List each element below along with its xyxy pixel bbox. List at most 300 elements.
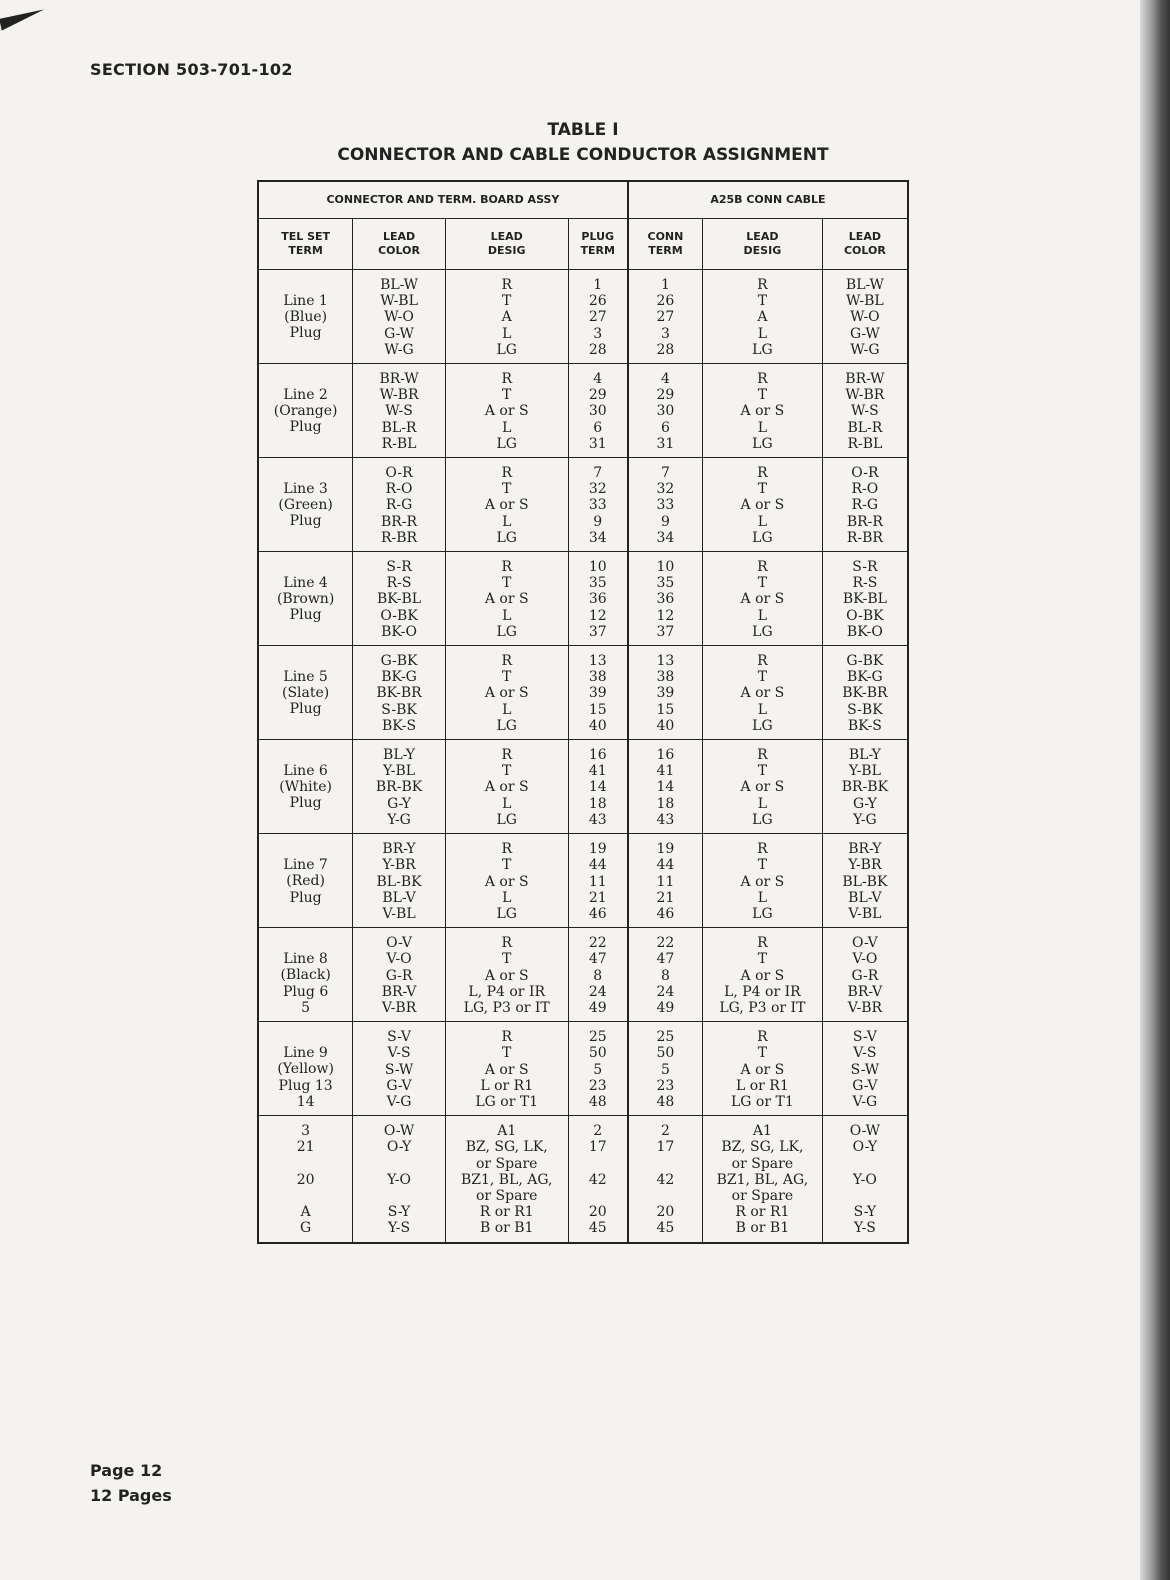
cell-line: BR-V	[381, 983, 417, 1000]
cell-line: BR-W	[845, 371, 885, 388]
cell-line: 17	[656, 1139, 675, 1156]
cell-plug-term	[568, 834, 628, 928]
table-title-block	[257, 118, 909, 168]
cell-line: A1	[497, 1123, 517, 1140]
column-header-cable-lead-desig	[703, 219, 823, 270]
cell-line: A or S	[740, 873, 785, 890]
cell-line: 36	[656, 591, 675, 608]
cell-cable-lead-color	[822, 740, 908, 834]
cell-line: A or S	[740, 779, 785, 796]
cell-line: or Spare	[731, 1155, 794, 1172]
cell-line: LG, P3 or IT	[463, 999, 550, 1016]
cell-line: LG	[752, 435, 773, 452]
cell-tel-set-term	[258, 270, 353, 364]
table-row	[258, 364, 908, 458]
cell-line	[571, 1156, 625, 1172]
cell-line: (Orange)	[273, 403, 338, 420]
cell-line: 42	[656, 1171, 675, 1188]
cell-line: 26	[656, 293, 675, 310]
cell-line: 5	[593, 1061, 603, 1078]
cell-line: BL-Y	[848, 747, 881, 764]
cell-line: 19	[656, 841, 675, 858]
cell-lead-color	[353, 646, 446, 740]
cell-line: S-V	[387, 1029, 412, 1046]
table-row	[258, 928, 908, 1022]
cell-cable-lead-color	[822, 834, 908, 928]
cell-line: G-V	[852, 1077, 878, 1094]
cell-line: L	[757, 607, 768, 624]
cell-line: O-W	[383, 1123, 415, 1140]
cell-line: Line 7	[283, 857, 328, 874]
cell-line	[571, 1188, 625, 1204]
table-row	[258, 1116, 908, 1243]
cell-line: 20	[656, 1204, 675, 1221]
cell-line: 45	[588, 1220, 607, 1237]
cell-line: W-BR	[845, 387, 885, 404]
cell-line: 32	[588, 481, 607, 498]
cell-line: 29	[656, 387, 675, 404]
cell-line: R-G	[851, 497, 879, 514]
cell-line: R	[757, 277, 768, 293]
cell-line: 15	[588, 701, 607, 718]
cell-cable-lead-color	[822, 646, 908, 740]
cell-line: G-W	[849, 325, 880, 342]
cell-line: Plug	[289, 419, 322, 436]
cell-line: 35	[588, 575, 607, 592]
cell-line: A or S	[484, 591, 529, 608]
column-header-line: COLOR	[378, 244, 420, 257]
cell-line: L	[757, 325, 768, 342]
cell-line: 39	[588, 685, 607, 702]
table-row	[258, 646, 908, 740]
cell-plug-term	[568, 458, 628, 552]
cell-line: BR-W	[379, 371, 419, 388]
cell-line: 31	[656, 435, 675, 452]
cell-line: T	[757, 951, 768, 968]
cell-line: 8	[593, 967, 603, 984]
cell-conn-term	[628, 740, 703, 834]
cell-line: 5	[660, 1061, 670, 1078]
cell-line: A or S	[484, 497, 529, 514]
cell-line: T	[502, 1045, 512, 1062]
cell-line: BK-BL	[377, 591, 422, 608]
cell-line: BR-R	[380, 513, 418, 530]
cell-line: R-S	[852, 575, 878, 592]
cell-line: (Yellow)	[277, 1061, 334, 1078]
cell-line	[355, 1156, 443, 1172]
section-header: SECTION 503-701-102	[90, 60, 293, 79]
page-count: 12 Pages	[90, 1486, 172, 1505]
cell-line: Plug	[289, 701, 322, 718]
column-header-line: TERM	[288, 244, 323, 257]
cell-line: S-W	[850, 1061, 880, 1078]
cell-line: 40	[588, 717, 607, 734]
cell-line: 3	[593, 325, 603, 342]
cell-cable-lead-desig	[703, 270, 823, 364]
cell-line: LG	[752, 811, 773, 828]
cell-line: LG	[496, 529, 517, 546]
cell-line: BZ, SG, LK,	[721, 1139, 804, 1156]
cell-line: L or R1	[480, 1077, 534, 1094]
cell-line	[825, 1156, 905, 1172]
cell-line	[631, 1188, 700, 1204]
cell-line: 5	[301, 999, 311, 1016]
cell-plug-term	[568, 1022, 628, 1116]
cell-conn-term	[628, 270, 703, 364]
cell-line: 7	[660, 465, 670, 482]
cell-line: 49	[588, 999, 607, 1016]
cell-line: 8	[660, 967, 670, 984]
cell-line: G-W	[384, 325, 414, 342]
cell-line: A or S	[484, 685, 529, 702]
cell-line: A	[757, 309, 768, 326]
cell-line: LG	[752, 341, 773, 358]
column-header-plug-term	[568, 219, 628, 270]
cell-line: V-O	[386, 951, 412, 968]
cell-line: BR-R	[846, 513, 883, 530]
cell-line: T	[502, 669, 512, 686]
cell-lead-desig	[445, 740, 568, 834]
cell-line: LG	[496, 435, 517, 452]
cell-line: W-S	[385, 403, 413, 420]
cell-line: V-BR	[381, 999, 417, 1016]
cell-line: G-R	[385, 967, 413, 984]
cell-cable-lead-desig	[703, 552, 823, 646]
cell-line: O-BK	[846, 607, 884, 624]
column-header-line: TERM	[648, 244, 683, 257]
column-header-lead-desig	[445, 219, 568, 270]
column-header-line: DESIG	[487, 244, 526, 257]
cell-line: 25	[588, 1029, 607, 1046]
cell-line: 35	[656, 575, 675, 592]
cell-line: 39	[656, 685, 675, 702]
cell-line: R	[501, 465, 512, 482]
cell-plug-term	[568, 646, 628, 740]
cell-line: 32	[656, 481, 675, 498]
cell-line	[825, 1188, 905, 1204]
cell-line: L	[757, 889, 768, 906]
cell-line: BK-S	[847, 717, 882, 734]
cell-line: 48	[588, 1093, 607, 1110]
cell-line: 44	[656, 857, 675, 874]
cell-line: 14	[296, 1093, 315, 1110]
cell-line: 6	[593, 419, 603, 436]
cell-line: O-V	[851, 935, 878, 952]
cell-line: Y-S	[853, 1220, 876, 1237]
cell-line: T	[757, 293, 768, 310]
cell-plug-term	[568, 364, 628, 458]
cell-line: R	[757, 653, 768, 670]
cell-line: BL-BK	[376, 873, 422, 890]
cell-line: R	[757, 841, 768, 858]
cell-line: A1	[752, 1123, 772, 1140]
group-header-connector: CONNECTOR AND TERM. BOARD ASSY	[258, 181, 628, 219]
cell-lead-color	[353, 458, 446, 552]
cell-line: R	[757, 559, 768, 576]
cell-line: 36	[588, 591, 607, 608]
cell-line: Y-BL	[383, 763, 416, 780]
cell-line: A or S	[484, 967, 529, 984]
column-header-conn-term	[628, 219, 703, 270]
cell-line: T	[757, 669, 768, 686]
cell-line: Y-O	[852, 1171, 877, 1188]
cell-line: Plug	[289, 795, 322, 812]
cell-line: (White)	[279, 779, 332, 796]
column-header-line: TERM	[580, 244, 615, 257]
cell-line: W-BL	[846, 293, 884, 310]
cell-line: LG, P3 or IT	[719, 999, 806, 1016]
cell-tel-set-term	[258, 928, 353, 1022]
cell-line: 38	[588, 669, 607, 686]
cell-line: V-G	[852, 1093, 878, 1110]
cell-line: LG	[496, 623, 517, 640]
cell-line: 49	[656, 999, 675, 1016]
cell-line: BR-V	[847, 983, 883, 1000]
cell-line: W-G	[384, 341, 414, 358]
cell-line: T	[757, 857, 768, 874]
cell-line: BR-BK	[841, 779, 889, 796]
table-row	[258, 740, 908, 834]
cell-line: R	[501, 841, 512, 858]
cell-line: 45	[656, 1220, 675, 1237]
cell-line: T	[502, 387, 512, 404]
cell-line: 50	[656, 1045, 675, 1062]
cell-line: 22	[656, 935, 675, 952]
cell-lead-desig	[445, 270, 568, 364]
cell-line: 2	[593, 1123, 603, 1140]
cell-line: 46	[656, 905, 675, 922]
cell-plug-term	[568, 740, 628, 834]
cell-line: R	[501, 277, 512, 293]
table-row	[258, 458, 908, 552]
cell-line: 42	[588, 1171, 607, 1188]
cell-line: Y-O	[387, 1171, 411, 1188]
cell-line: Plug 6	[283, 983, 329, 1000]
cell-line: T	[757, 763, 768, 780]
column-header-lead-color	[353, 219, 446, 270]
cell-line: Plug	[289, 607, 322, 624]
cell-tel-set-term	[258, 1116, 353, 1243]
cell-line: BL-R	[847, 419, 883, 436]
cell-line: LG	[752, 717, 773, 734]
cell-line: 13	[588, 653, 607, 670]
cell-line: W-BL	[380, 293, 418, 310]
cell-line: V-S	[853, 1045, 877, 1062]
cell-line: 21	[296, 1139, 315, 1156]
cell-line: 2	[660, 1123, 670, 1140]
cell-line: BL-Y	[383, 747, 416, 764]
cell-line: R	[501, 559, 512, 576]
cell-line: 41	[588, 763, 607, 780]
cell-cable-lead-desig	[703, 1022, 823, 1116]
cell-lead-desig	[445, 1022, 568, 1116]
table-row	[258, 1022, 908, 1116]
cell-line: 19	[588, 841, 607, 858]
cell-line: O-Y	[386, 1139, 412, 1156]
column-header-line: DESIG	[743, 244, 782, 257]
cell-line: R	[757, 465, 768, 482]
cell-line	[355, 1188, 443, 1204]
cell-line: Line 1	[283, 293, 328, 309]
binding-edge-shadow	[1140, 0, 1170, 1580]
column-header-tel-set-term	[258, 219, 353, 270]
cell-conn-term	[628, 364, 703, 458]
cell-cable-lead-desig	[703, 364, 823, 458]
cell-line: W-O	[850, 309, 880, 326]
cell-line: B or B1	[479, 1220, 534, 1237]
cell-line: 9	[660, 513, 670, 530]
cell-line: G-Y	[387, 795, 411, 812]
cell-line: O-R	[851, 465, 879, 482]
cell-line: A or S	[740, 967, 785, 984]
cell-line: 23	[588, 1077, 607, 1094]
table-row	[258, 552, 908, 646]
cell-line: (Red)	[286, 873, 325, 890]
cell-line: L, P4 or IR	[468, 983, 546, 1000]
cell-line: R-G	[385, 497, 413, 514]
cell-conn-term	[628, 552, 703, 646]
cell-tel-set-term	[258, 364, 353, 458]
cell-line: BL-BK	[842, 873, 888, 890]
cell-line: 41	[656, 763, 675, 780]
cell-line: A or S	[740, 497, 785, 514]
cell-line: S-Y	[387, 1204, 411, 1221]
cell-line: R or R1	[479, 1204, 534, 1221]
cell-line: BK-G	[381, 669, 417, 686]
cell-line: L	[502, 701, 512, 718]
cell-line: Plug	[289, 513, 322, 530]
cell-line: Y-BL	[848, 763, 881, 780]
cell-line: BK-BR	[842, 685, 888, 702]
cell-line: W-G	[850, 341, 880, 358]
cell-lead-desig	[445, 1116, 568, 1243]
cell-line: Line 8	[283, 951, 328, 968]
cell-line: S-R	[386, 559, 412, 576]
cell-line: V-BL	[848, 905, 882, 922]
cell-line: 9	[593, 513, 603, 530]
cell-tel-set-term	[258, 1022, 353, 1116]
cell-line: R	[757, 935, 768, 952]
cell-line: R	[501, 1029, 512, 1046]
cell-lead-color	[353, 928, 446, 1022]
cell-line: 23	[656, 1077, 675, 1094]
cell-cable-lead-desig	[703, 646, 823, 740]
cell-lead-color	[353, 364, 446, 458]
cell-conn-term	[628, 834, 703, 928]
cell-line: (Black)	[280, 967, 331, 984]
cell-line: G-Y	[852, 795, 877, 812]
cell-line: BK-BL	[842, 591, 887, 608]
cell-line: 43	[588, 811, 607, 828]
cell-line: T	[757, 387, 768, 404]
cell-line: L	[502, 419, 512, 436]
cell-line: R-BR	[380, 529, 418, 546]
cell-line: BK-BR	[376, 685, 422, 702]
cell-line: BR-Y	[848, 841, 882, 858]
cell-line: 14	[656, 779, 675, 796]
cell-line: 21	[656, 889, 675, 906]
cell-line: (Slate)	[282, 685, 330, 702]
cell-line: A or S	[740, 1061, 785, 1078]
cell-line: 16	[656, 747, 675, 764]
cell-line: LG	[496, 811, 517, 828]
page-number: Page 12	[90, 1461, 163, 1480]
cell-line: R	[501, 935, 512, 952]
cell-line: L	[502, 607, 512, 624]
cell-line: A or S	[484, 779, 529, 796]
cell-line: 27	[588, 309, 607, 326]
cell-line: 14	[588, 779, 607, 796]
cell-line: L	[502, 325, 512, 342]
cell-line: Line 9	[283, 1045, 328, 1062]
cell-line: R	[757, 1029, 768, 1046]
cell-line: 16	[588, 747, 607, 764]
cell-line: W-S	[851, 403, 879, 420]
cell-line: 3	[660, 325, 670, 342]
cell-line: R-BR	[846, 529, 883, 546]
cell-line: BL-V	[848, 889, 882, 906]
cell-line: 47	[656, 951, 675, 968]
cell-cable-lead-color	[822, 1116, 908, 1243]
cell-line: Line 2	[283, 387, 328, 404]
cell-line: 15	[656, 701, 675, 718]
cell-cable-lead-color	[822, 552, 908, 646]
cell-line: Y-BR	[382, 857, 416, 874]
corner-mark	[0, 9, 47, 30]
cell-lead-desig	[445, 834, 568, 928]
cell-line: 1	[660, 277, 670, 293]
cell-line: 11	[656, 873, 675, 890]
cell-lead-desig	[445, 928, 568, 1022]
cell-line: 12	[656, 607, 675, 624]
cell-conn-term	[628, 1022, 703, 1116]
cell-line: A or S	[740, 403, 785, 420]
cell-line: 29	[588, 387, 607, 404]
table-number: TABLE I	[547, 120, 619, 140]
cell-conn-term	[628, 646, 703, 740]
cell-line: O-R	[385, 465, 413, 482]
cell-line: 30	[656, 403, 675, 420]
cell-line: A	[300, 1204, 311, 1221]
cell-line: L, P4 or IR	[724, 983, 801, 1000]
cell-cable-lead-color	[822, 364, 908, 458]
cell-line: T	[502, 951, 512, 968]
column-header-row	[258, 219, 908, 270]
cell-line: L	[502, 513, 512, 530]
cell-line: Y-BR	[848, 857, 882, 874]
cell-line: Line 5	[283, 669, 328, 686]
cell-line: L or R1	[735, 1077, 789, 1094]
cell-lead-color	[353, 1116, 446, 1243]
cell-line: 43	[656, 811, 675, 828]
cell-line: A or S	[740, 591, 785, 608]
cell-line: Plug	[289, 325, 322, 342]
cell-line: 1	[593, 277, 603, 293]
cell-line: 26	[588, 293, 607, 310]
cell-line: G-BK	[380, 653, 418, 670]
cell-line: O-Y	[852, 1139, 878, 1156]
column-header-line: LEAD	[382, 230, 416, 243]
cell-lead-desig	[445, 364, 568, 458]
cell-line: 24	[588, 983, 607, 1000]
cell-line: 18	[588, 795, 607, 812]
cell-cable-lead-desig	[703, 928, 823, 1022]
cell-line: T	[757, 575, 768, 592]
cell-lead-color	[353, 270, 446, 364]
cell-lead-desig	[445, 646, 568, 740]
cell-line: BZ1, BL, AG,	[716, 1171, 809, 1188]
cell-line: 46	[588, 905, 607, 922]
